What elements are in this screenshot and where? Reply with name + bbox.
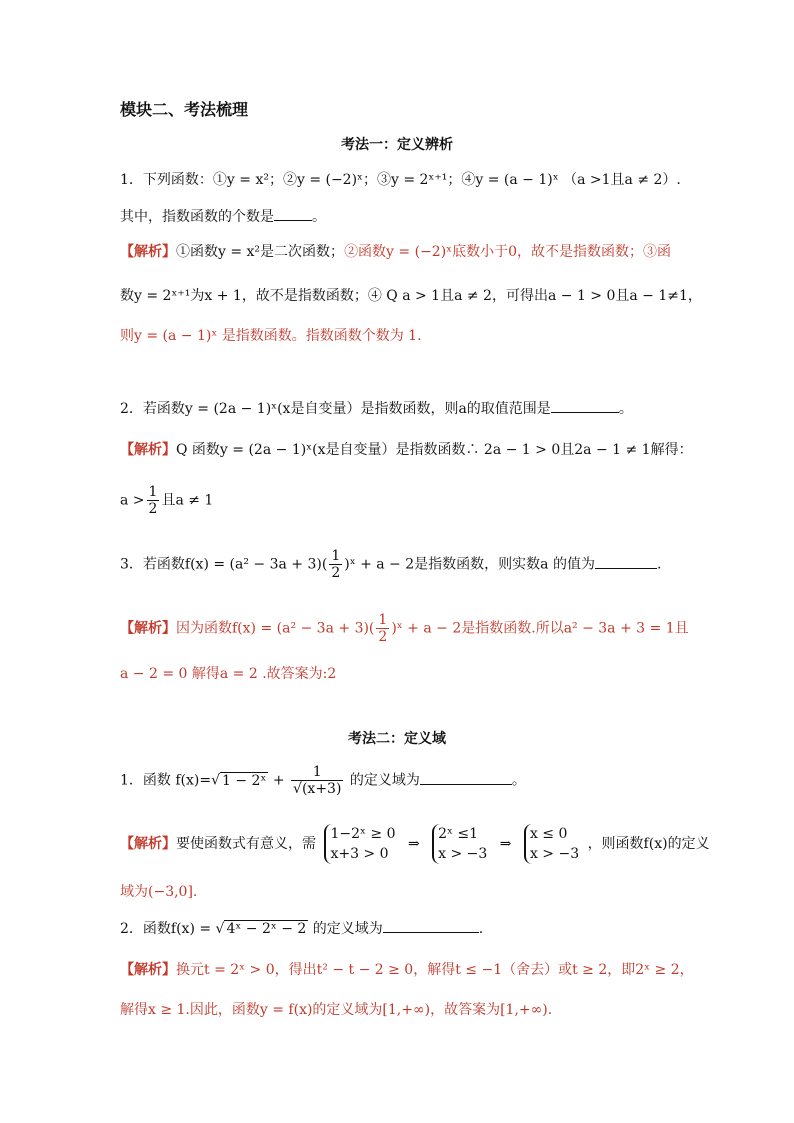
fraction [147, 484, 160, 517]
question-text: 其中，指数函数的个数是 [120, 209, 274, 225]
fraction-denominator: √(x+3) [293, 781, 342, 797]
question-text: 。 [618, 401, 633, 417]
solution-tag: 【解析】 [120, 244, 176, 260]
solution-line [120, 612, 689, 645]
solution-text: 因为函数f(x) = (a² − 3a + 3)( [176, 620, 375, 637]
question-text: 。 [511, 772, 526, 789]
implies-arrow: ⇒ [499, 836, 512, 852]
fraction-denominator: 2 [331, 565, 341, 581]
question-text: 的定义域为 [349, 772, 420, 789]
answer-blank [595, 554, 657, 569]
solution-tag: 【解析】 [120, 962, 176, 978]
question-text: 2．若函数y = (2a − 1)ˣ(x是自变量）是指数函数，则a的取值范围是 [120, 401, 551, 417]
system-row: 2ˣ ≤1 [438, 826, 479, 842]
answer-blank [551, 398, 619, 413]
question-line [120, 206, 326, 227]
system-row: x > −3 [529, 846, 580, 862]
system-row: x > −3 [438, 846, 488, 862]
solution-text: ，则函数f(x)的定义 [587, 836, 710, 852]
answer-blank [274, 206, 312, 221]
solution-line: 则y = (a − 1)ˣ 是指数函数。指数函数个数为 1. [120, 328, 422, 344]
fraction [376, 612, 389, 645]
solution-line: 解得x ≥ 1.因此，函数y = f(x)的定义域为[1,+∞)，故答案为[1,+∞). [120, 1002, 553, 1018]
solution-tag: 【解析】 [120, 442, 176, 458]
system-row: 1−2ˣ ≥ 0 [330, 826, 396, 842]
solution-line [120, 824, 710, 864]
solution-line [120, 484, 213, 517]
solution-line [120, 242, 671, 262]
question-line: 1．下列函数：①y = x²；②y = (−2)ˣ；③y = 2ˣ⁺¹；④y = (a − 1)ˣ （a >1且a ≠ 2）. [120, 172, 681, 188]
fraction-numerator: 1 [291, 764, 343, 781]
inequality-system [524, 824, 579, 864]
fraction [291, 764, 343, 797]
solution-line [120, 960, 694, 980]
sqrt-body: 4ˣ − 2ˣ − 2 [226, 921, 307, 937]
solution-tag: 【解析】 [120, 620, 176, 637]
fraction-denominator: 2 [378, 629, 388, 645]
question-text: 1．函数 f(x)= [120, 772, 212, 789]
solution-text: Q 函数y = (2a − 1)ˣ(x是自变量）是指数函数∴ 2a − 1 > 0且2a − 1 ≠ 1解得： [176, 442, 693, 458]
solution-line: 数y = 2ˣ⁺¹为x + 1，故不是指数函数；④ Q a > 1且a ≠ 2，可得出a − 1 > 0且a − 1≠1， [120, 288, 702, 304]
solution-text: a > [120, 492, 145, 509]
question-text: )ˣ + a − 2是指数函数，则实数a 的值为 [344, 556, 595, 573]
solution-text: ①函数y = x²是二次函数； [176, 244, 345, 260]
fraction-denominator: 2 [148, 501, 158, 517]
answer-blank [420, 770, 512, 785]
plus-sign: + [272, 772, 285, 789]
fraction-numerator: 1 [331, 548, 341, 564]
fraction-numerator: 1 [148, 484, 158, 500]
section-title: 考法一：定义辨析 [341, 137, 453, 153]
solution-text: 要使函数式有意义，需 [176, 836, 316, 852]
question-line: 1．函数 f(x)=√ 1 − 2ˣ + $\frac{1}{√(x+3)}$ 的定义域为 。 [120, 764, 526, 797]
section-title: 考法二：定义域 [348, 731, 446, 747]
question-text: . [478, 921, 484, 937]
solution-text: )ˣ + a − 2是指数函数.所以a² − 3a + 3 = 1且 [391, 620, 689, 637]
solution-tag: 【解析】 [120, 836, 176, 852]
question-text: 。 [312, 209, 326, 225]
question-line [120, 398, 633, 419]
question-text: 2．函数f(x) = [120, 921, 216, 937]
solution-line: 域为(−3,0]. [120, 884, 198, 900]
solution-line: a − 2 = 0 解得a = 2 .故答案为:2 [120, 666, 337, 682]
inequality-system [432, 824, 487, 864]
inequality-system [324, 824, 395, 864]
sqrt-body: 1 − 2ˣ [222, 772, 267, 789]
question-text: . [656, 556, 662, 573]
solution-text: 换元t = 2ˣ > 0，得出t² − t − 2 ≥ 0，解得t ≤ −1（舍去）或t ≥ 2，即2ˣ ≥ 2， [176, 962, 694, 978]
question-line [120, 548, 661, 581]
question-text: 3．若函数f(x) = (a² − 3a + 3)( [120, 556, 328, 573]
module-title: 模块二、考法梳理 [120, 100, 249, 119]
solution-line [120, 440, 693, 460]
system-row: x ≤ 0 [529, 826, 568, 842]
fraction-numerator: 1 [378, 612, 388, 628]
question-text: 的定义域为 [308, 921, 383, 937]
system-row: x+3 > 0 [330, 846, 389, 862]
solution-text: 且a ≠ 1 [161, 492, 214, 509]
answer-blank [383, 918, 479, 933]
fraction [329, 548, 342, 581]
implies-arrow: ⇒ [407, 836, 420, 852]
solution-text: ②函数y = (−2)ˣ底数小于0，故不是指数函数；③函 [344, 244, 672, 260]
question-line: 2．函数f(x) = √ 4ˣ − 2ˣ − 2 的定义域为 . [120, 918, 483, 939]
